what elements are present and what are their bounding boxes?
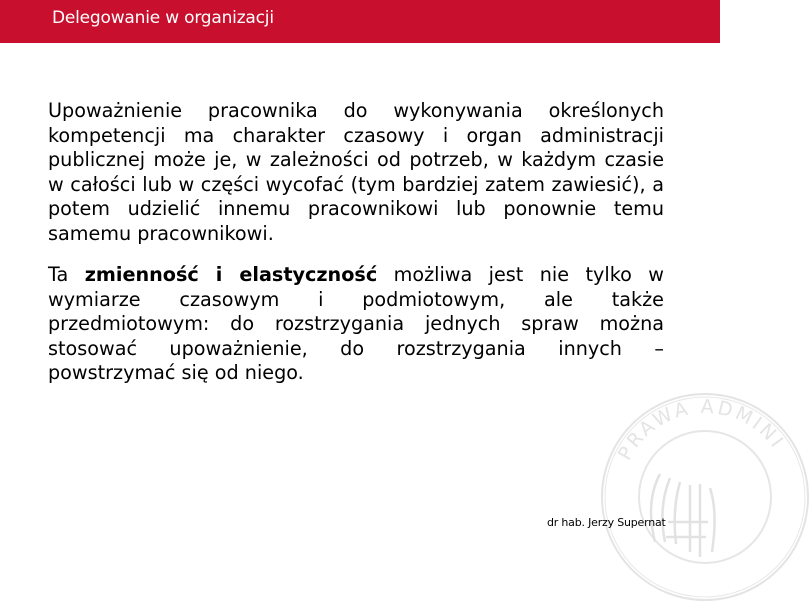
author-credit: dr hab. Jerzy Supernat — [547, 516, 666, 529]
paragraph-authorization: Upoważnienie pracownika do wykonywania określonych kompetencji ma charakter czasowy i organ administracji publicznej może je, w zależności od potrzeb, w każdym czasie w całości lub w części wycofać (tym bardziej zatem zawiesić), a potem udzielić innemu pracownikowi lub ponownie temu samemu pracownikowi. — [48, 99, 664, 245]
svg-text:PRAWA ADMINI — [613, 392, 795, 520]
paragraph-suffix: możliwa jest nie tylko w wymiarze czasowym i podmiotowym, ale także przedmiotowym: do rozstrzygania jednych spraw można stosować upoważnienie, do rozstrzygania innych – powstrzymać się od niego. — [48, 263, 664, 384]
emphasis-text: zmienność i elastyczność — [84, 263, 378, 286]
header-bar — [0, 0, 720, 43]
slide-title: Delegowanie w organizacji — [52, 8, 274, 28]
slide-content — [48, 99, 664, 386]
paragraph-prefix: Ta — [48, 263, 85, 286]
seal-text: PRAWA ADMINI — [613, 395, 789, 464]
paragraph-flexibility — [48, 263, 664, 386]
university-seal-watermark — [600, 392, 810, 602]
